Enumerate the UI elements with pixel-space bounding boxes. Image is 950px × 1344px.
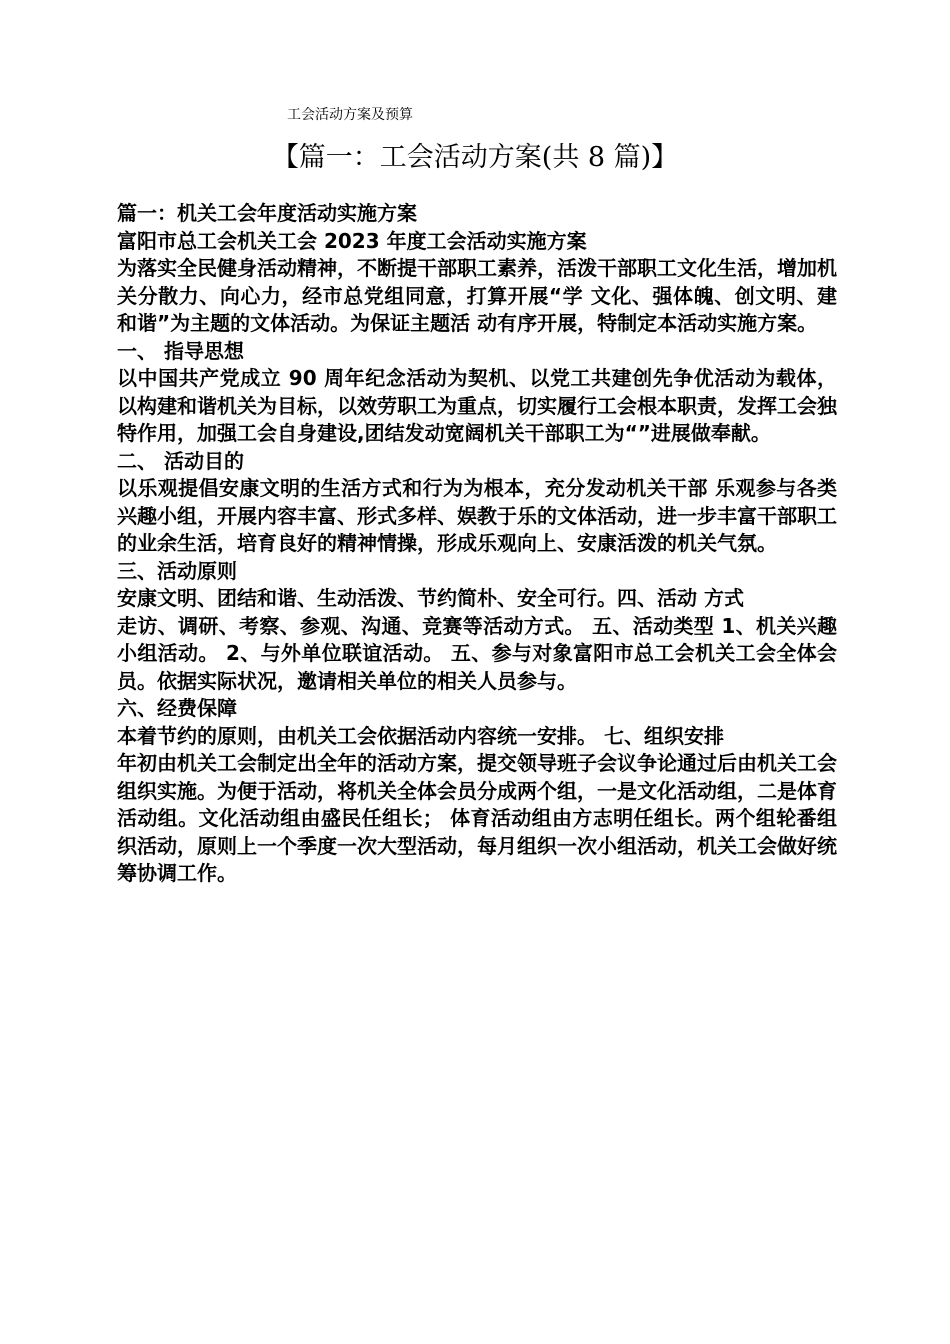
paragraph: 走访、调研、考察、参观、沟通、竞赛等活动方式。 五、活动类型 1、机关兴趣小组活动。 2、与外单位联谊活动。 五、参与对象富阳市总工会机关工会全体会员。依据实际状况，邀请相关单位的相关人员参与。 <box>117 613 837 693</box>
section-heading: 篇一：机关工会年度活动实施方案 <box>117 201 417 225</box>
paragraph: 以乐观提倡安康文明的生活方式和行为为根本，充分发动机关干部 乐观参与各类兴趣小组，开展内容丰富、形式多样、娱教于乐的文体活动，进一步丰富干部职工的业余生活，培育良好的精神情操，形成乐观向上、安康活泼的机关气氛。 <box>117 476 837 555</box>
paragraph: 安康文明、团结和谐、生动活泼、节约简朴、安全可行。四、活动 方式 <box>117 586 744 610</box>
paragraph: 年初由机关工会制定出全年的活动方案，提交领导班子会议争论通过后由机关工会组织实施。为便于活动，将机关全体会员分成两个组，一是文化活动组，二是体育活动组。文化活动组由盛民任组长； 体育活动组由方志明任组长。两个组轮番组织活动，原则上一个季度一次大型活动，每月组织一次小组活动，机关工会做好统筹协调工作。 <box>117 751 837 885</box>
section-heading: 六、经费保障 <box>117 696 237 720</box>
plan-title: 富阳市总工会机关工会 2023 年度工会活动实施方案 <box>117 228 587 253</box>
paragraph: 以中国共产党成立 90 周年纪念活动为契机、以党工共建创先争优活动为载体，以构建和谐机关为目标，以效劳职工为重点，切实履行工会根本职责，发挥工会独特作用，加强工会自身建设,团结发动宽阔机关干部职工为“”进展做奉献。 <box>117 366 837 445</box>
document-body <box>117 200 837 888</box>
paragraph: 本着节约的原则，由机关工会依据活动内容统一安排。 七、组织安排 <box>117 723 724 748</box>
paragraph: 为落实全民健身活动精神，不断提干部职工素养，活泼干部职工文化生活，增加机关分散力、向心力，经市总党组同意，打算开展“学 文化、强体魄、创文明、建和谐”为主题的文体活动。为保证主题活 动有序开展，特制定本活动实施方案。 <box>117 256 837 335</box>
document-title: 【篇一：工会活动方案(共 8 篇)】 <box>271 142 679 173</box>
section-heading: 二、 活动目的 <box>117 448 244 473</box>
section-heading: 三、活动原则 <box>117 558 237 583</box>
header-note: 工会活动方案及预算 <box>287 107 413 123</box>
section-heading: 一、 指导思想 <box>117 338 244 363</box>
